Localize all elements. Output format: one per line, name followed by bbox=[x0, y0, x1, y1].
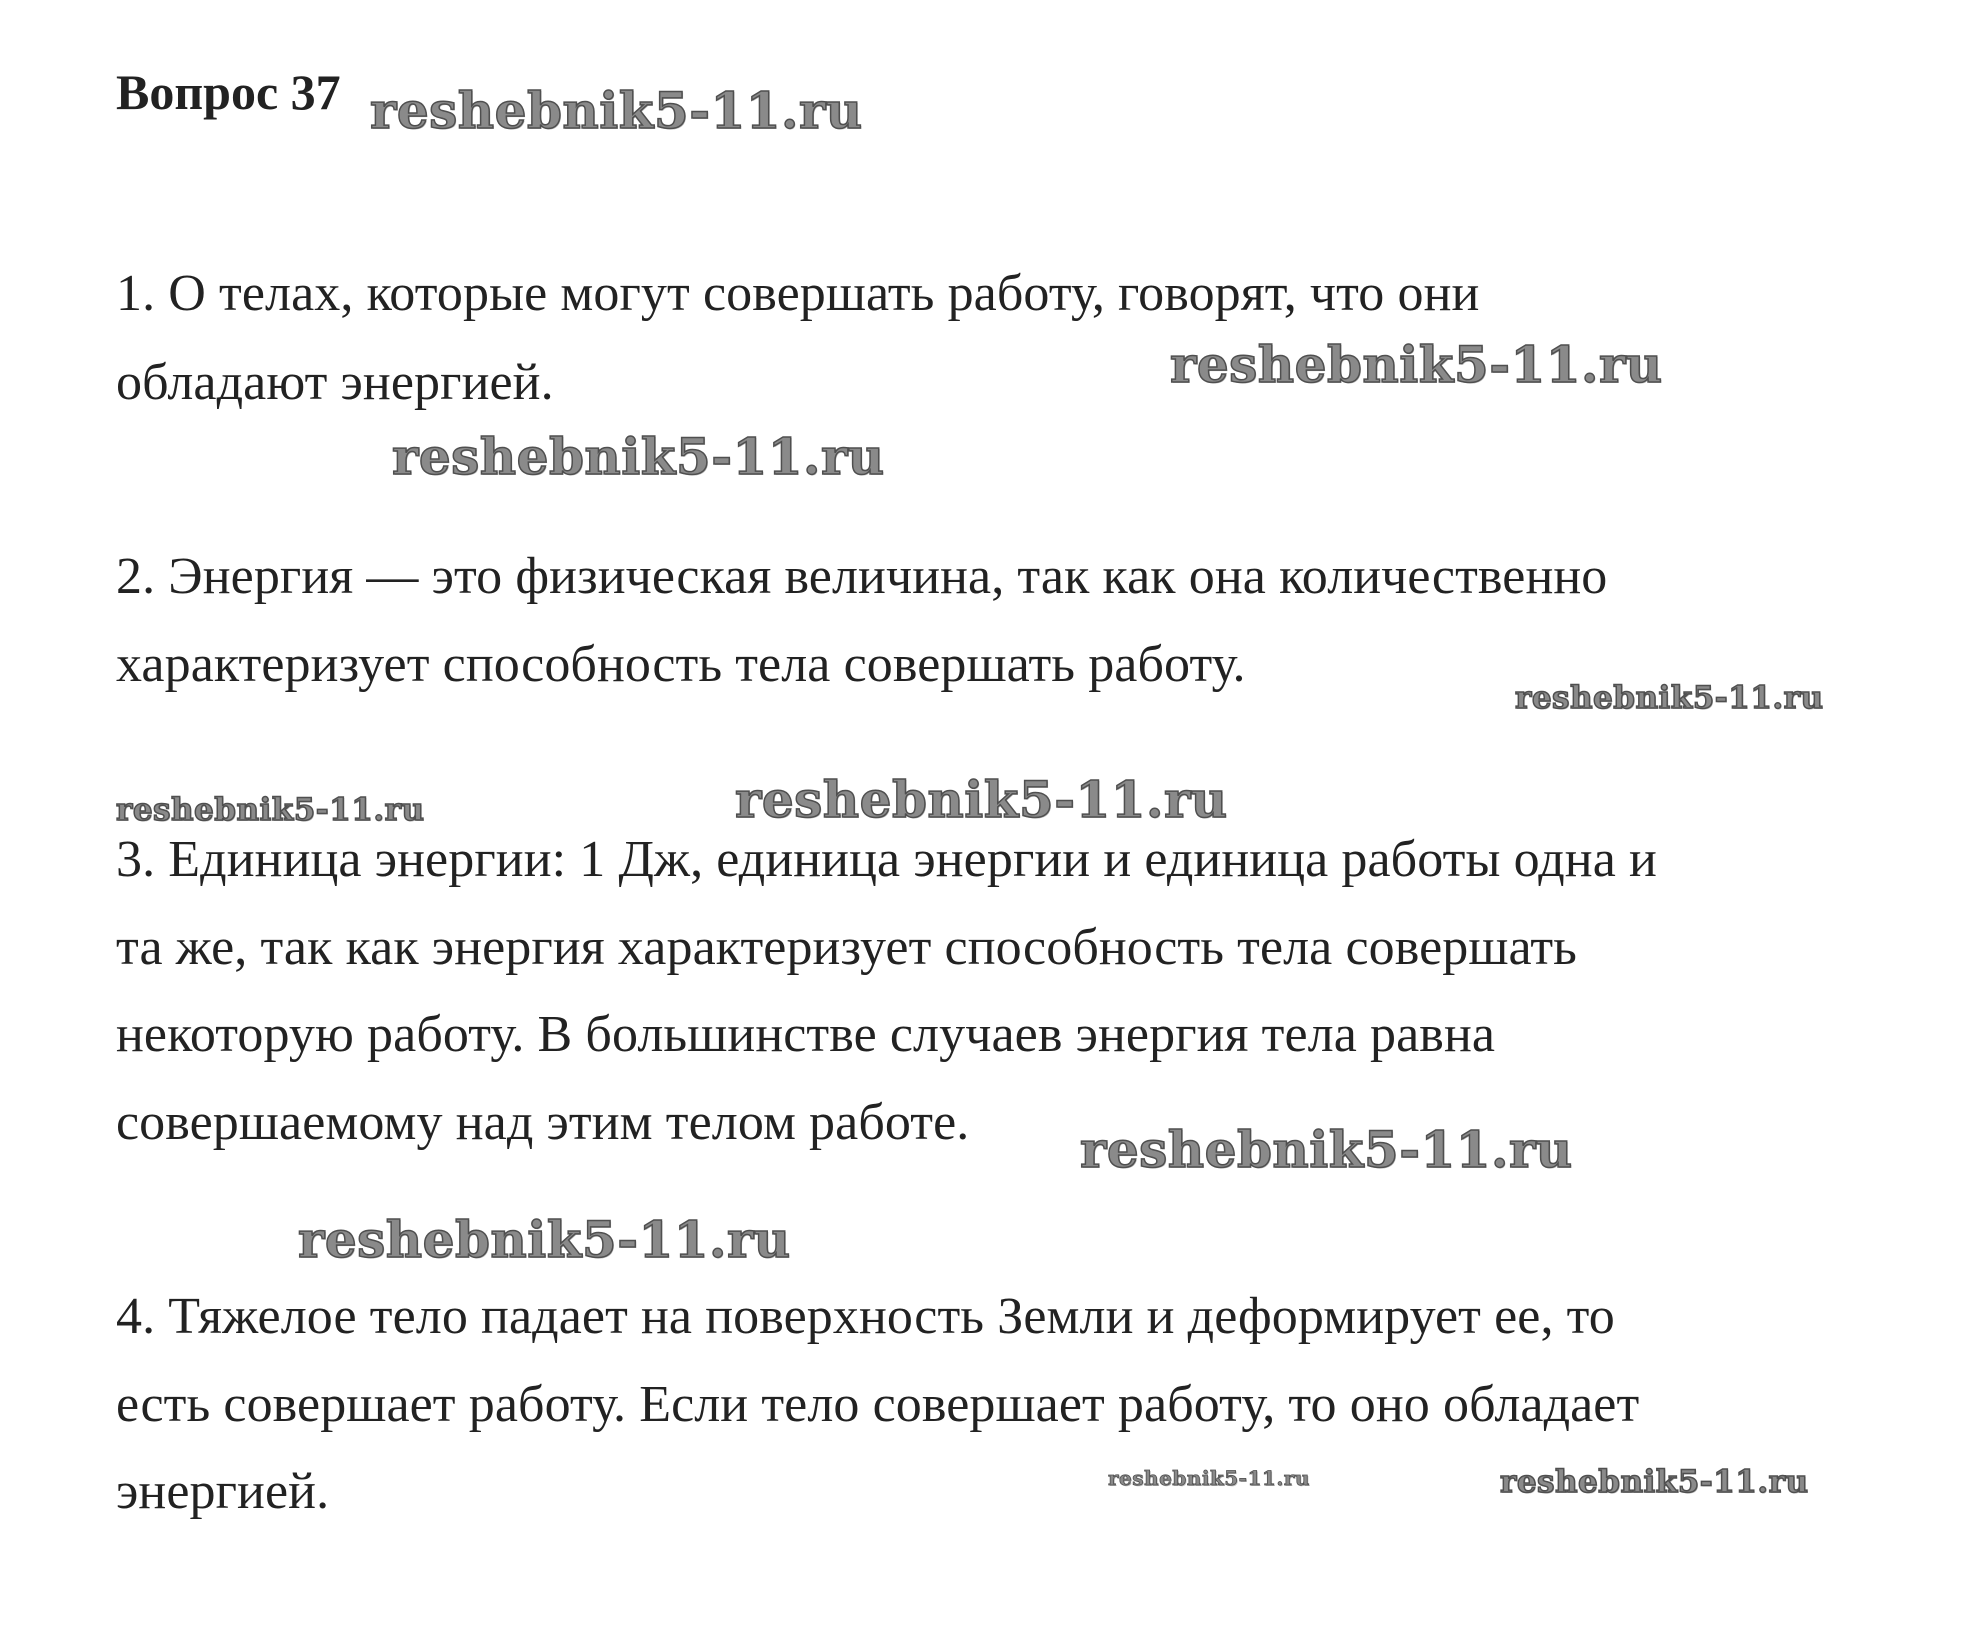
watermark: reshebnik5-11.ru bbox=[1515, 680, 1824, 716]
answer-1-line-1: 1. О телах, которые могут совершать работу, говорят, что они bbox=[116, 265, 1480, 322]
watermark: reshebnik5-11.ru bbox=[1500, 1464, 1809, 1500]
watermark: reshebnik5-11.ru bbox=[735, 770, 1228, 829]
answer-2-line-2: характеризует способность тела совершать работу. bbox=[116, 636, 1246, 693]
answer-4-line-3: энергией. bbox=[116, 1463, 330, 1520]
answer-4-line-1: 4. Тяжелое тело падает на поверхность Земли и деформирует ее, то bbox=[116, 1288, 1615, 1345]
answer-4-line-2: есть совершает работу. Если тело совершает работу, то оно обладает bbox=[116, 1376, 1640, 1433]
answer-3-line-2: та же, так как энергия характеризует способность тела совершать bbox=[116, 919, 1577, 976]
watermark: reshebnik5-11.ru bbox=[392, 427, 885, 486]
answer-3-line-1: 3. Единица энергии: 1 Дж, единица энергии и единица работы одна и bbox=[116, 831, 1657, 888]
answer-3-line-4: совершаемому над этим телом работе. bbox=[116, 1094, 970, 1151]
watermark: reshebnik5-11.ru bbox=[1108, 1466, 1310, 1490]
watermark: reshebnik5-11.ru bbox=[1080, 1120, 1573, 1179]
answer-3-line-3: некоторую работу. В большинстве случаев энергия тела равна bbox=[116, 1006, 1496, 1063]
answer-1-line-2: обладают энергией. bbox=[116, 354, 554, 411]
watermark: reshebnik5-11.ru bbox=[370, 81, 863, 140]
watermark: reshebnik5-11.ru bbox=[298, 1210, 791, 1269]
answer-2-line-1: 2. Энергия — это физическая величина, так как она количественно bbox=[116, 548, 1608, 605]
watermark: reshebnik5-11.ru bbox=[1170, 335, 1663, 394]
page-title: Вопрос 37 bbox=[116, 64, 341, 120]
watermark: reshebnik5-11.ru bbox=[116, 792, 425, 828]
